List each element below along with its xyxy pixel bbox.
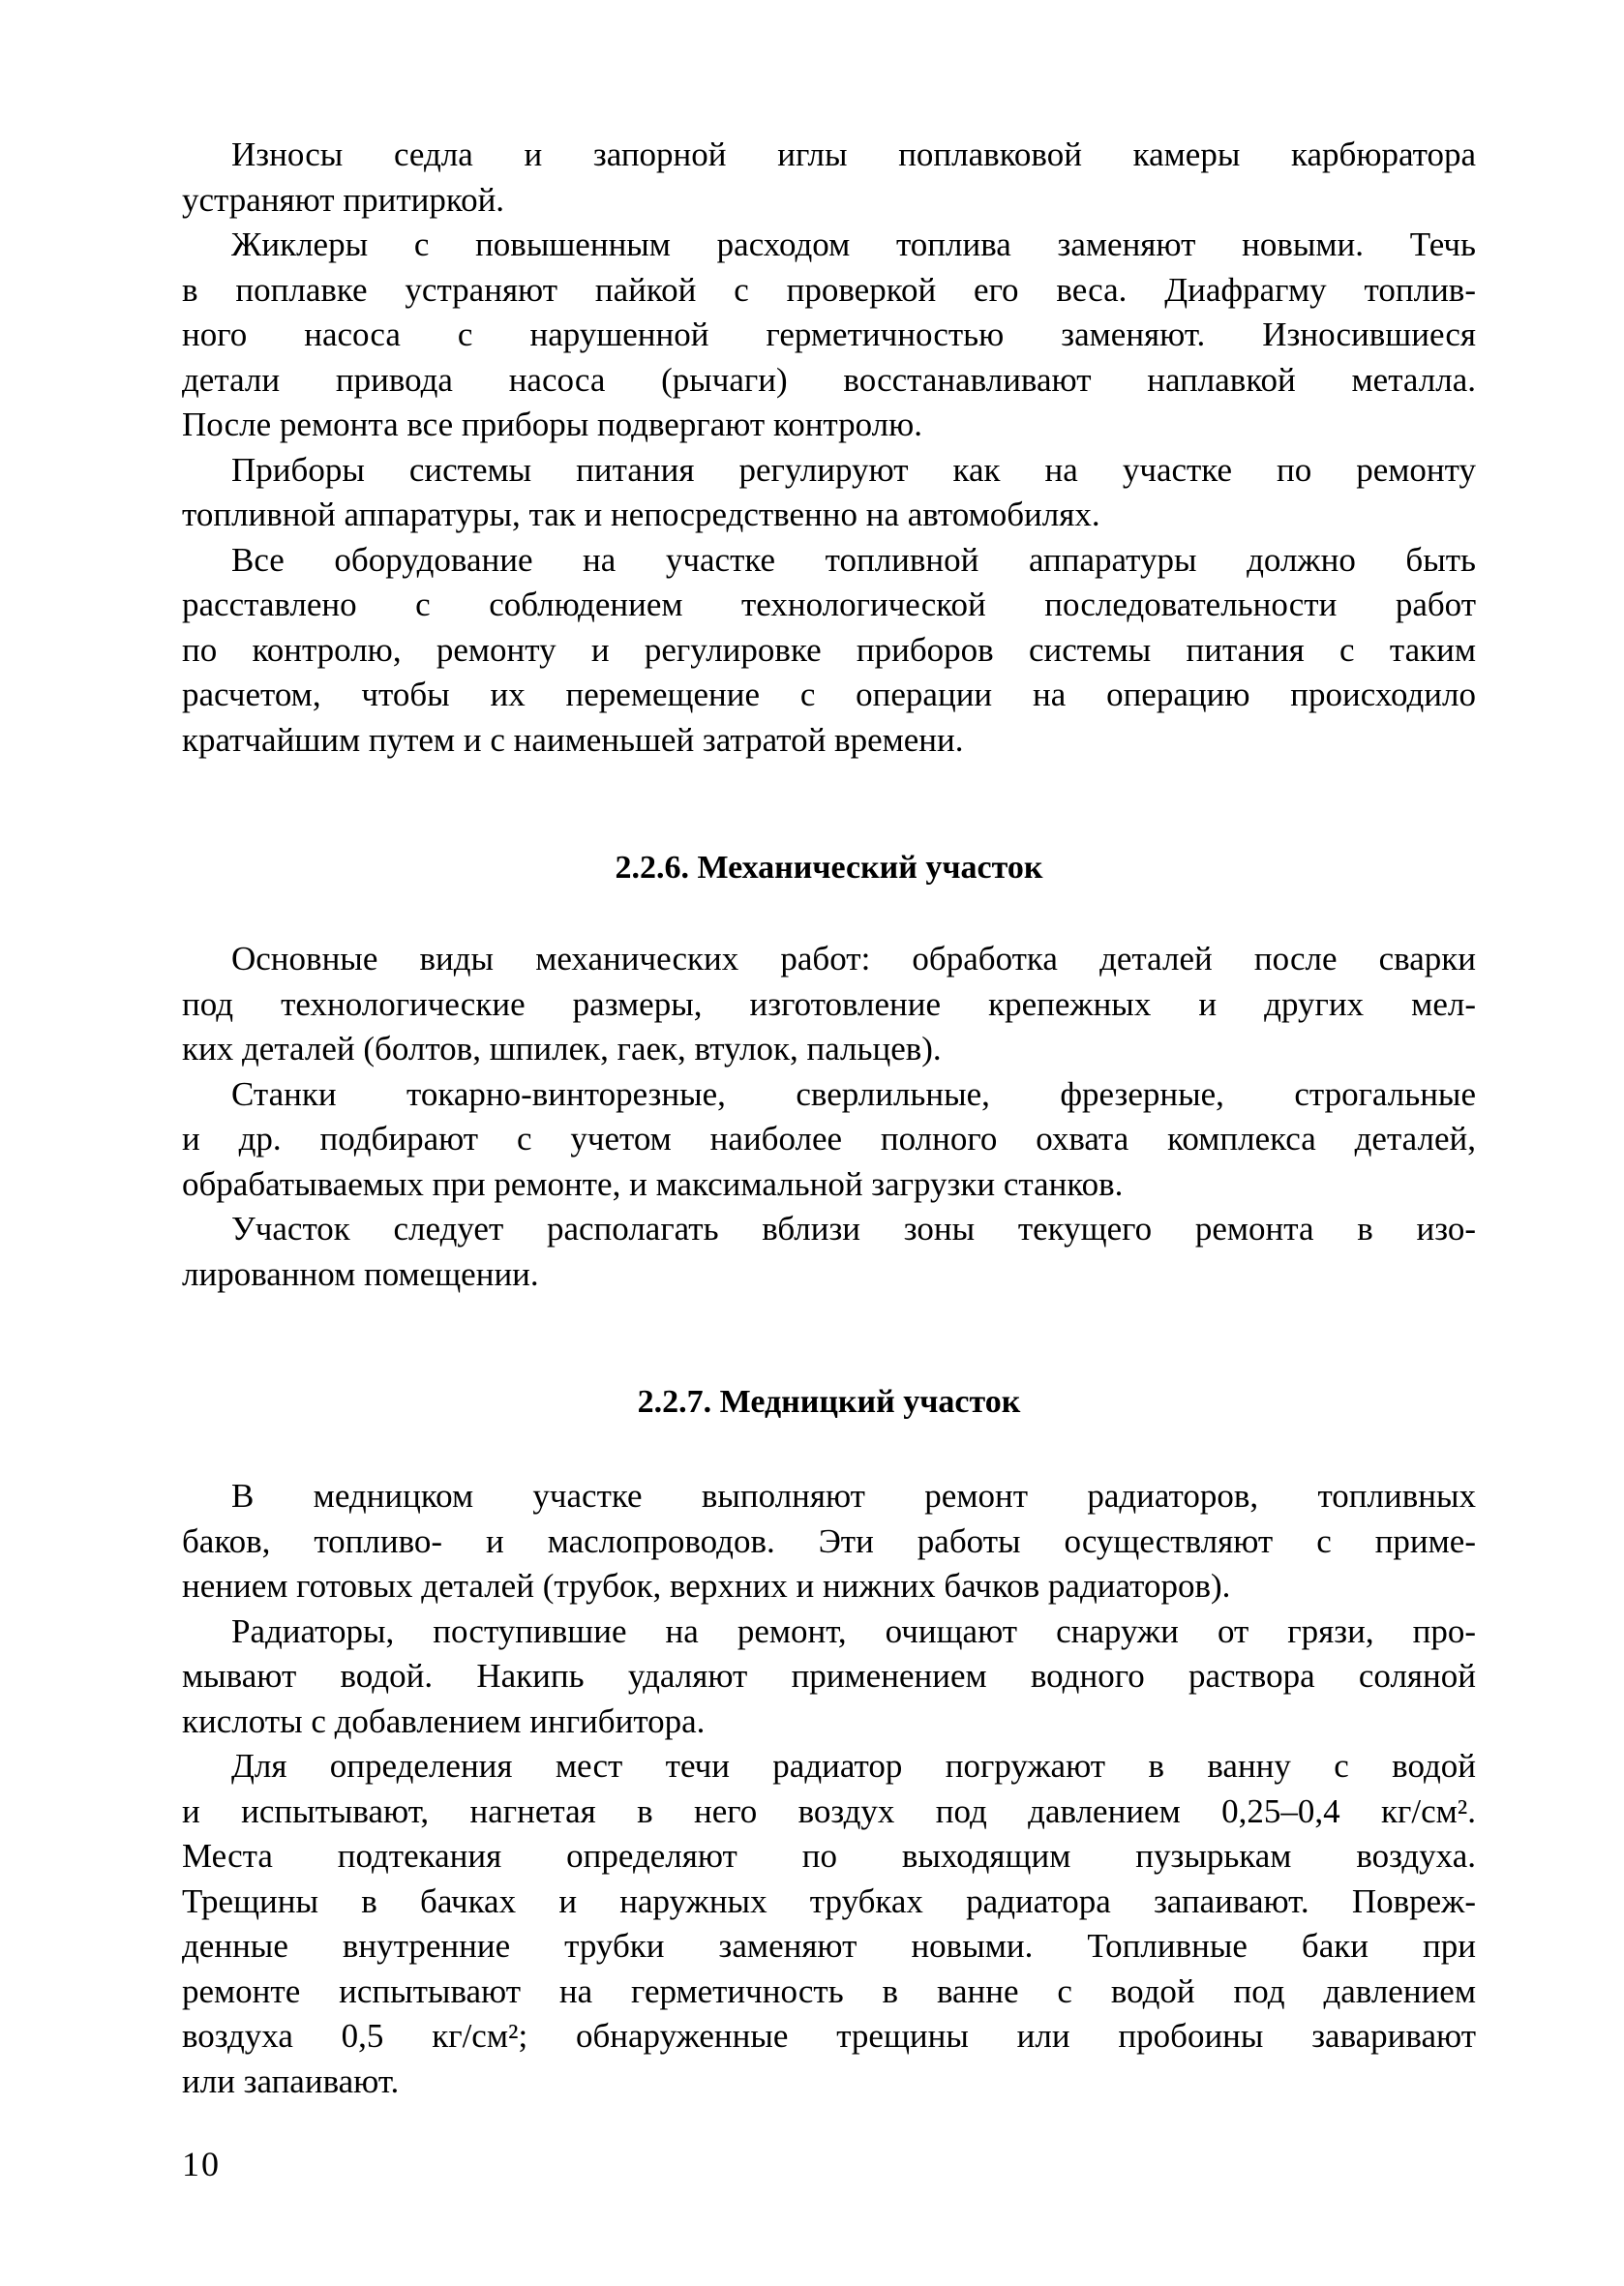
text-line: ких деталей (болтов, шпилек, гаек, втулок, пальцев). <box>182 1030 942 1068</box>
text-line: расчетом, чтобы их перемещение с операции на операцию происходило <box>182 676 1476 713</box>
text-line: или запаивают. <box>182 2061 400 2100</box>
text-line: в поплавке устраняют пайкой с проверкой его веса. Диафрагму топлив- <box>182 270 1476 309</box>
text-line: Основные виды механических работ: обработка деталей после сварки <box>231 940 1476 978</box>
paragraph <box>182 1072 1476 1208</box>
text-line: После ремонта все приборы подвергают контролю. <box>182 406 923 443</box>
paragraph <box>182 937 1476 1072</box>
text-line: под технологические размеры, изготовление крепежных и других мел- <box>182 984 1476 1023</box>
text-block-fuel-equipment <box>182 133 1476 763</box>
text-line: Приборы системы питания регулируют как на участке по ремонту <box>231 450 1476 489</box>
text-line: устраняют притиркой. <box>182 180 505 219</box>
text-line: лированном помещении. <box>182 1254 539 1293</box>
text-line: Радиаторы, поступившие на ремонт, очищают снаружи от грязи, про- <box>231 1611 1476 1650</box>
text-line: В медницком участке выполняют ремонт радиаторов, топливных <box>231 1477 1476 1515</box>
text-line: нением готовых деталей (трубок, верхних и нижних бачков радиаторов). <box>182 1567 1231 1605</box>
text-line: ремонте испытывают на герметичность в ванне с водой под давлением <box>182 1971 1476 2010</box>
text-line: по контролю, ремонту и регулировке приборов системы питания с таким <box>182 630 1476 669</box>
paragraph <box>182 1207 1476 1297</box>
text-block-mechanical <box>182 937 1476 1297</box>
text-line: ного насоса с нарушенной герметичностью заменяют. Износившиеся <box>182 316 1476 353</box>
text-line: Станки токарно-винторезные, сверлильные, фрезерные, строгальные <box>231 1074 1476 1113</box>
paragraph <box>182 1609 1476 1745</box>
text-line: топливной аппаратуры, так и непосредственно на автомобилях. <box>182 496 1100 533</box>
paragraph <box>182 1474 1476 1609</box>
text-line: воздуха 0,5 кг/см²; обнаруженные трещины или пробоины заваривают <box>182 2017 1476 2055</box>
paragraph <box>182 1744 1476 2104</box>
text-line: обрабатываемых при ремонте, и максимальной загрузки станков. <box>182 1164 1124 1203</box>
section-heading-mechanical: 2.2.6. Механический участок <box>615 850 1043 886</box>
text-line: расставлено с соблюдением технологической последовательности работ <box>182 586 1476 623</box>
text-line: Для определения мест течи радиатор погружают в ванну с водой <box>231 1747 1476 1785</box>
text-line: мывают водой. Накипь удаляют применением водного раствора соляной <box>182 1657 1476 1695</box>
paragraph <box>182 223 1476 448</box>
text-line: баков, топливо- и маслопроводов. Эти работы осуществляют с приме- <box>182 1521 1476 1560</box>
text-line: денные внутренние трубки заменяют новыми. Топливные баки при <box>182 1927 1476 1965</box>
text-line: Участок следует располагать вблизи зоны текущего ремонта в изо- <box>231 1210 1476 1248</box>
paragraph <box>182 133 1476 223</box>
page-number: 10 <box>182 2145 221 2183</box>
text-line: Жиклеры с повышенным расходом топлива заменяют новыми. Течь <box>231 226 1476 263</box>
text-line: и испытывают, нагнетая в него воздух под давлением 0,25–0,4 кг/см². <box>182 1791 1476 1830</box>
text-line: кратчайшим путем и с наименьшей затратой времени. <box>182 720 964 759</box>
text-line: Трещины в бачках и наружных трубках радиатора запаивают. Повреж- <box>182 1881 1476 1920</box>
text-line: Места подтекания определяют по выходящим пузырькам воздуха. <box>182 1837 1476 1875</box>
text-line: Все оборудование на участке топливной аппаратуры должно быть <box>231 540 1476 579</box>
text-line: Износы седла и запорной иглы поплавковой камеры карбюратора <box>231 135 1476 173</box>
text-block-coppersmith <box>182 1474 1476 2104</box>
paragraph <box>182 538 1476 764</box>
paragraph <box>182 448 1476 538</box>
text-line: кислоты с добавлением ингибитора. <box>182 1701 706 1740</box>
text-line: и др. подбирают с учетом наиболее полного охвата комплекса деталей, <box>182 1120 1476 1158</box>
text-line: детали привода насоса (рычаги) восстанавливают наплавкой металла. <box>182 360 1476 399</box>
section-heading-coppersmith: 2.2.7. Медницкий участок <box>637 1384 1021 1420</box>
